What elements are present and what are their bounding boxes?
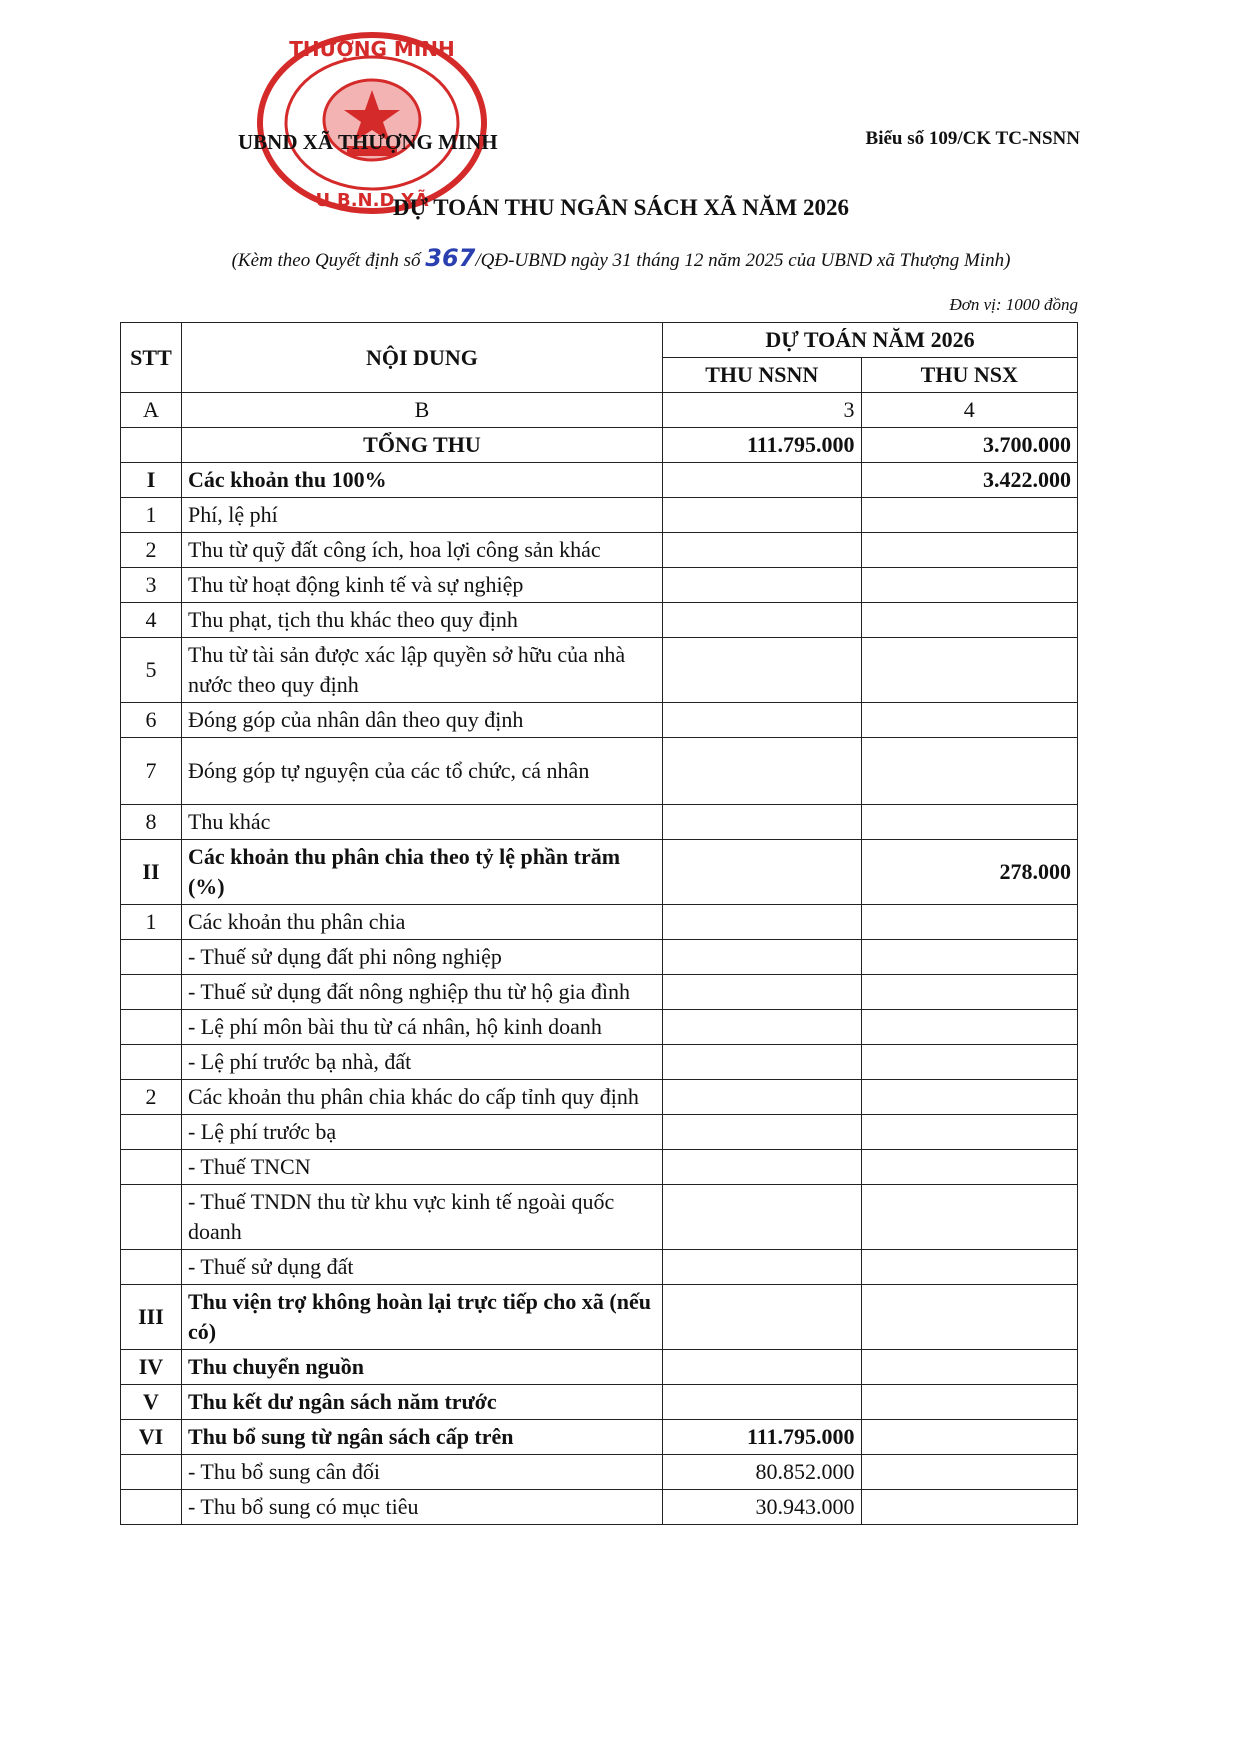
- index-c: 3: [662, 393, 861, 428]
- row-nsnn: [662, 738, 861, 805]
- table-row: [121, 498, 1078, 533]
- svg-text:THƯỢNG MINH: THƯỢNG MINH: [289, 37, 455, 61]
- row-nsx: [861, 1420, 1077, 1455]
- row-nsnn: [662, 940, 861, 975]
- row-stt: III: [121, 1285, 182, 1350]
- subtitle-prefix: (Kèm theo Quyết định số: [231, 250, 426, 271]
- header-nsx: THU NSX: [861, 358, 1077, 393]
- row-nsx: 3.700.000: [861, 428, 1077, 463]
- row-content: Thu từ tài sản được xác lập quyền sở hữu của nhà nước theo quy định: [181, 638, 662, 703]
- table-row: [121, 703, 1078, 738]
- row-nsx: [861, 1045, 1077, 1080]
- row-nsx: [861, 1150, 1077, 1185]
- index-a: A: [121, 393, 182, 428]
- row-nsnn: [662, 568, 861, 603]
- table-row: [121, 1285, 1078, 1350]
- row-nsnn: [662, 1285, 861, 1350]
- row-stt: [121, 1185, 182, 1250]
- row-nsnn: 111.795.000: [662, 1420, 861, 1455]
- table-row: [121, 1455, 1078, 1490]
- row-nsnn: [662, 638, 861, 703]
- row-nsx: [861, 1285, 1077, 1350]
- row-stt: 7: [121, 738, 182, 805]
- row-stt: IV: [121, 1350, 182, 1385]
- header-stt: STT: [121, 323, 182, 393]
- header-group: DỰ TOÁN NĂM 2026: [662, 323, 1077, 358]
- row-content: Các khoản thu phân chia theo tỷ lệ phần trăm (%): [181, 840, 662, 905]
- row-content: Thu kết dư ngân sách năm trước: [181, 1385, 662, 1420]
- row-nsx: [861, 703, 1077, 738]
- row-stt: [121, 940, 182, 975]
- row-nsx: [861, 1250, 1077, 1285]
- row-nsnn: [662, 1350, 861, 1385]
- row-stt: 3: [121, 568, 182, 603]
- organization-name: UBND XÃ THƯỢNG MINH: [238, 130, 498, 154]
- row-nsx: 3.422.000: [861, 463, 1077, 498]
- document-subtitle: [0, 244, 1242, 272]
- row-nsnn: [662, 498, 861, 533]
- table-row: [121, 638, 1078, 703]
- row-nsx: [861, 1350, 1077, 1385]
- row-nsnn: [662, 840, 861, 905]
- row-content: Thu từ quỹ đất công ích, hoa lợi công sản khác: [181, 533, 662, 568]
- row-stt: 2: [121, 1080, 182, 1115]
- row-content: - Thuế sử dụng đất: [181, 1250, 662, 1285]
- table-row: [121, 533, 1078, 568]
- row-stt: [121, 1045, 182, 1080]
- table-row: [121, 568, 1078, 603]
- row-content: Đóng góp của nhân dân theo quy định: [181, 703, 662, 738]
- row-nsnn: [662, 1045, 861, 1080]
- index-d: 4: [861, 393, 1077, 428]
- table-row: [121, 1010, 1078, 1045]
- row-nsnn: [662, 805, 861, 840]
- row-content: - Thuế sử dụng đất nông nghiệp thu từ hộ gia đình: [181, 975, 662, 1010]
- budget-table: [120, 322, 1078, 1525]
- unit-label: Đơn vị: 1000 đồng: [949, 295, 1078, 314]
- row-nsx: [861, 805, 1077, 840]
- row-stt: 8: [121, 805, 182, 840]
- table-row: [121, 463, 1078, 498]
- table-row: [121, 1115, 1078, 1150]
- row-nsnn: [662, 905, 861, 940]
- row-stt: [121, 975, 182, 1010]
- row-stt: 1: [121, 498, 182, 533]
- row-nsnn: [662, 1115, 861, 1150]
- table-row: [121, 428, 1078, 463]
- row-stt: [121, 1115, 182, 1150]
- row-nsx: [861, 638, 1077, 703]
- row-nsnn: [662, 533, 861, 568]
- row-content: - Thu bổ sung có mục tiêu: [181, 1490, 662, 1525]
- row-nsx: [861, 975, 1077, 1010]
- table-row: [121, 840, 1078, 905]
- row-nsnn: [662, 1385, 861, 1420]
- table-row: [121, 805, 1078, 840]
- row-content: Thu bổ sung từ ngân sách cấp trên: [181, 1420, 662, 1455]
- row-nsx: [861, 1080, 1077, 1115]
- row-stt: [121, 1010, 182, 1045]
- row-nsnn: [662, 1150, 861, 1185]
- row-nsx: [861, 1185, 1077, 1250]
- row-nsx: [861, 498, 1077, 533]
- row-nsnn: 111.795.000: [662, 428, 861, 463]
- row-nsnn: [662, 1250, 861, 1285]
- row-nsx: [861, 738, 1077, 805]
- row-nsx: 278.000: [861, 840, 1077, 905]
- row-nsx: [861, 1115, 1077, 1150]
- row-nsnn: [662, 463, 861, 498]
- row-content: - Lệ phí môn bài thu từ cá nhân, hộ kinh doanh: [181, 1010, 662, 1045]
- row-content: Các khoản thu phân chia khác do cấp tỉnh quy định: [181, 1080, 662, 1115]
- header-content: NỘI DUNG: [181, 323, 662, 393]
- table-row: [121, 1185, 1078, 1250]
- table-row: [121, 738, 1078, 805]
- table-row: [121, 940, 1078, 975]
- row-nsnn: [662, 1185, 861, 1250]
- decision-number: 367: [425, 244, 476, 272]
- row-stt: 6: [121, 703, 182, 738]
- row-stt: 5: [121, 638, 182, 703]
- row-nsnn: [662, 1010, 861, 1045]
- row-content: Thu viện trợ không hoàn lại trực tiếp cho xã (nếu có): [181, 1285, 662, 1350]
- official-seal-icon: [252, 28, 492, 218]
- row-content: Thu phạt, tịch thu khác theo quy định: [181, 603, 662, 638]
- row-content: Phí, lệ phí: [181, 498, 662, 533]
- row-nsnn: [662, 703, 861, 738]
- row-nsnn: 80.852.000: [662, 1455, 861, 1490]
- table-row: [121, 1420, 1078, 1455]
- row-nsx: [861, 1490, 1077, 1525]
- table-row: [121, 1490, 1078, 1525]
- row-nsx: [861, 905, 1077, 940]
- table-row: [121, 603, 1078, 638]
- row-stt: V: [121, 1385, 182, 1420]
- svg-text:U.B.N.D XÃ: U.B.N.D XÃ: [315, 190, 429, 211]
- table-row: [121, 1350, 1078, 1385]
- document-title: DỰ TOÁN THU NGÂN SÁCH XÃ NĂM 2026: [393, 195, 849, 220]
- row-content: Các khoản thu phân chia: [181, 905, 662, 940]
- row-nsx: [861, 533, 1077, 568]
- row-content: - Thuế sử dụng đất phi nông nghiệp: [181, 940, 662, 975]
- row-stt: [121, 1490, 182, 1525]
- table-row: [121, 1080, 1078, 1115]
- row-nsnn: [662, 603, 861, 638]
- row-stt: 2: [121, 533, 182, 568]
- table-row: [121, 1250, 1078, 1285]
- row-stt: I: [121, 463, 182, 498]
- row-content: - Lệ phí trước bạ nhà, đất: [181, 1045, 662, 1080]
- row-nsx: [861, 1010, 1077, 1045]
- row-stt: 4: [121, 603, 182, 638]
- row-stt: [121, 1150, 182, 1185]
- form-number: Biểu số 109/CK TC-NSNN: [865, 128, 1080, 149]
- table-row: [121, 1045, 1078, 1080]
- header-nsnn: THU NSNN: [662, 358, 861, 393]
- row-content: Các khoản thu 100%: [181, 463, 662, 498]
- row-stt: [121, 428, 182, 463]
- subtitle-suffix: /QĐ-UBND ngày 31 tháng 12 năm 2025 của UBND xã Thượng Minh): [475, 250, 1011, 271]
- table-row: [121, 975, 1078, 1010]
- row-content: - Lệ phí trước bạ: [181, 1115, 662, 1150]
- row-stt: [121, 1250, 182, 1285]
- row-content: Đóng góp tự nguyện của các tổ chức, cá nhân: [181, 738, 662, 805]
- row-nsnn: 30.943.000: [662, 1490, 861, 1525]
- row-stt: 1: [121, 905, 182, 940]
- row-content: - Thuế TNDN thu từ khu vực kinh tế ngoài quốc doanh: [181, 1185, 662, 1250]
- row-nsx: [861, 568, 1077, 603]
- row-nsnn: [662, 1080, 861, 1115]
- row-stt: VI: [121, 1420, 182, 1455]
- row-content: Thu khác: [181, 805, 662, 840]
- row-content: Thu chuyển nguồn: [181, 1350, 662, 1385]
- row-stt: [121, 1455, 182, 1490]
- row-content: - Thuế TNCN: [181, 1150, 662, 1185]
- row-nsx: [861, 940, 1077, 975]
- row-nsx: [861, 1385, 1077, 1420]
- row-nsx: [861, 1455, 1077, 1490]
- index-b: B: [181, 393, 662, 428]
- table-row: [121, 905, 1078, 940]
- table-row: [121, 1150, 1078, 1185]
- row-nsx: [861, 603, 1077, 638]
- row-content: - Thu bổ sung cân đối: [181, 1455, 662, 1490]
- row-content: Thu từ hoạt động kinh tế và sự nghiệp: [181, 568, 662, 603]
- row-nsnn: [662, 975, 861, 1010]
- row-content: TỔNG THU: [181, 428, 662, 463]
- table-row: [121, 1385, 1078, 1420]
- row-stt: II: [121, 840, 182, 905]
